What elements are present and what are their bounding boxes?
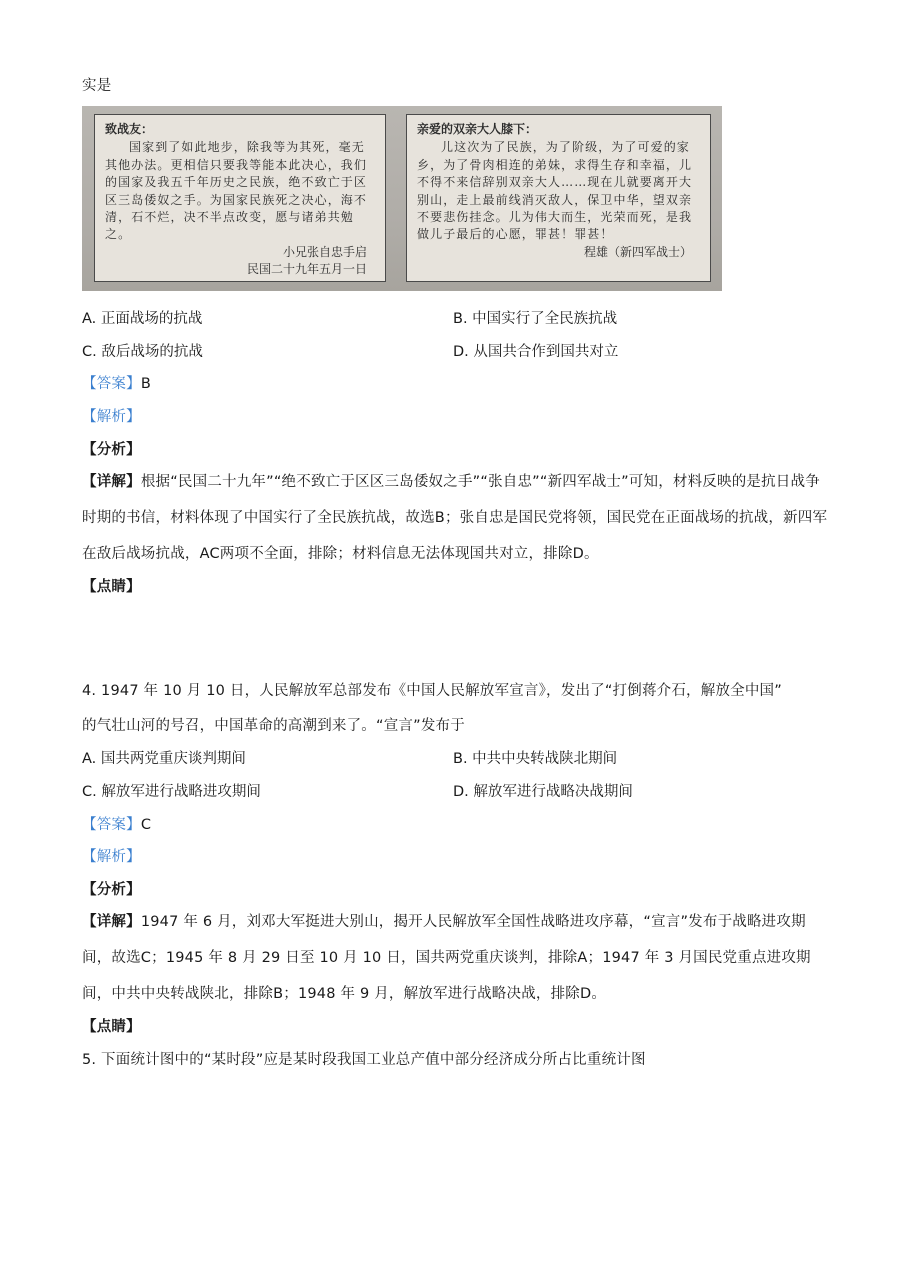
q3-fenxi-tag: 【分析】: [82, 442, 141, 458]
q3-option-d: D. 从国共合作到国共对立: [453, 344, 619, 360]
letters-photo: [82, 106, 722, 291]
q4-stem-line2: 的气壮山河的号召，中国革命的高潮到来了。“宣言”发布于: [82, 718, 465, 734]
q3-answer-value: B: [140, 376, 151, 392]
q3-answer-tag: 【答案】: [82, 376, 141, 392]
q3-dianjing-tag: 【点睛】: [82, 579, 141, 595]
q4-fenxi-tag: 【分析】: [82, 882, 141, 898]
q3-detail-tag: 【详解】: [82, 474, 141, 490]
letter-zhang-zizhong: [94, 114, 386, 282]
q4-analysis-tag: 【解析】: [82, 849, 141, 865]
q3-analysis-tag: 【解析】: [82, 409, 141, 425]
q3-option-a: A. 正面战场的抗战: [82, 311, 203, 327]
q3-option-c: C. 敌后战场的抗战: [82, 344, 203, 360]
q4-option-d: D. 解放军进行战略决战期间: [453, 784, 633, 800]
q4-dianjing-tag: 【点睛】: [82, 1019, 141, 1035]
letter-right-signature: 程雄（新四军战士）: [583, 244, 692, 259]
q4-detail-tag: 【详解】: [82, 914, 141, 930]
q4-option-b: B. 中共中央转战陕北期间: [453, 751, 618, 767]
q5-stem: 5. 下面统计图中的“某时段”应是某时段我国工业总产值中部分经济成分所占比重统计图: [82, 1052, 646, 1068]
q3-detail: [82, 464, 832, 572]
letter-left-signature: 小兄张自忠手启: [282, 244, 367, 259]
q3-option-b: B. 中国实行了全民族抗战: [453, 311, 618, 327]
letter-cheng-xiong: [406, 114, 711, 282]
q4-detail-text: 1947 年 6 月，刘邓大军挺进大别山，揭开人民解放军全国性战略进攻序幕，“宣言”发布于战略进攻期间，故选C；1945 年 8 月 29 日至 10 月 10 日，国共两党重庆谈判，排除A；1947 年 3 月国民党重点进攻期间，中共中央转战陕北，排除B；1948 年 9 月，解放军进行战略决战，排除D。: [82, 914, 811, 1002]
letter-right-body: 儿这次为了民族，为了阶级，为了可爱的家乡，为了骨肉相连的弟妹，求得生存和幸福，儿不得不来信辞别双亲大人……现在儿就要离开大别山，走上最前线消灭敌人，保卫中华，望双亲不要悲伤挂念。儿为伟大而生，光荣而死，是我做儿子最后的心愿，罪甚！罪甚！: [417, 140, 693, 242]
q4-stem-line1: 4. 1947 年 10 月 10 日，人民解放军总部发布《中国人民解放军宣言》，发出了“打倒蒋介石，解放全中国”: [82, 683, 782, 699]
q4-option-a: A. 国共两党重庆谈判期间: [82, 751, 246, 767]
letter-left-body: 国家到了如此地步，除我等为其死，毫无其他办法。更相信只要我等能本此决心，我们的国家及我五千年历史之民族，绝不致亡于区区三岛倭奴之手。为国家民族死之决心，海不清，石不烂，决不半点改变，愿与诸弟共勉之。: [105, 140, 368, 242]
letter-left-salutation: 致战友：: [105, 122, 154, 136]
q4-answer-value: C: [140, 817, 152, 833]
q3-detail-text: 根据“民国二十九年”“绝不致亡于区区三岛倭奴之手”“张自忠”“新四军战士”可知，材料反映的是抗日战争时期的书信，材料体现了中国实行了全民族抗战，故选B；张自忠是国民党将领，国民党在正面战场的抗战，新四军在敌后战场抗战，AC两项不全面，排除；材料信息无法体现国共对立，排除D。: [82, 474, 828, 562]
q4-detail: [82, 904, 832, 1012]
q4-option-c: C. 解放军进行战略进攻期间: [82, 784, 261, 800]
q4-answer-tag: 【答案】: [82, 817, 141, 833]
letter-right-salutation: 亲爱的双亲大人膝下：: [417, 122, 538, 136]
q3-answer: [82, 374, 151, 394]
letter-left-date: 民国二十九年五月一日: [246, 262, 367, 277]
q4-answer: [82, 815, 151, 835]
top-fragment: 实是: [82, 78, 112, 94]
